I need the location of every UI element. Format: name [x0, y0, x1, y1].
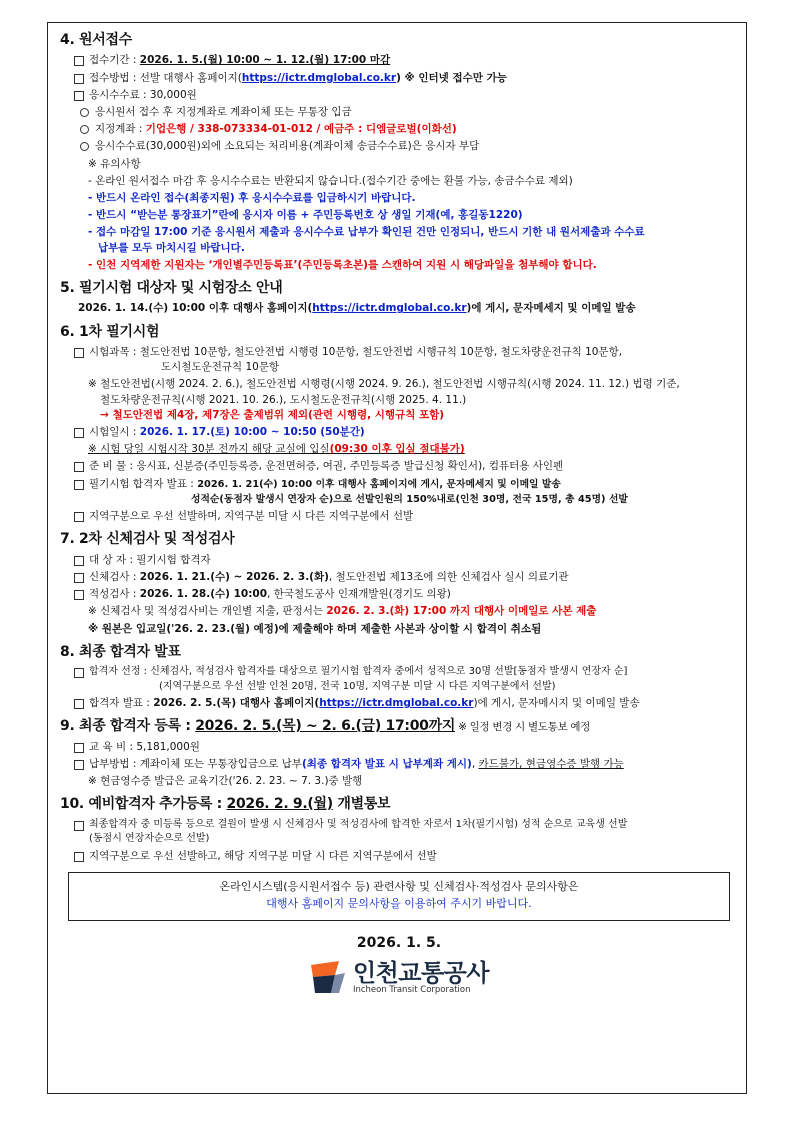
circle-bullet-icon — [80, 125, 89, 134]
checkbox-square-icon — [74, 480, 84, 490]
section-physical-aptitude — [60, 529, 738, 636]
document-date: 2026. 1. 5. — [356, 934, 442, 951]
checkbox-square-icon — [74, 462, 84, 472]
list-item: ※ 현금영수증 발급은 교육기간('26. 2. 23. ~ 7. 3.)중 발행 — [88, 775, 363, 787]
list-item: 준 비 물 : 응시표, 신분증(주민등록증, 운전면허증, 여권, 주민등록증 발급신청 확인서), 컴퓨터용 사인펜 — [74, 459, 738, 474]
section-written-exam-notice — [60, 278, 738, 317]
list-item: 교 육 비 : 5,181,000원 — [74, 740, 738, 755]
list-item: 응시원서 접수 후 지정계좌로 계좌이체 또는 무통장 입금 — [74, 105, 738, 120]
list-item: 응시수수료(30,000원)외에 소요되는 처리비용(계좌이체 송금수수료)은 응시자 부담 — [74, 139, 738, 154]
section-title: 7. 2차 신체검사 및 적성검사 — [60, 531, 235, 548]
bank-account: 기업은행 / 338-073334-01-012 / 예금주 : 디엠글로벌(이화선) — [145, 123, 457, 136]
checkbox-square-icon — [74, 556, 84, 566]
checkbox-square-icon — [74, 512, 84, 522]
list-item: ※ 신체검사 및 적성검사비는 개인별 지출, 판정서는 2026. 2. 3.(화) 17:00 까지 대행사 이메일로 사본 제출 — [88, 605, 597, 618]
checkbox-square-icon — [74, 74, 84, 84]
checkbox-square-icon — [74, 348, 84, 358]
list-item: 지정계좌 : 기업은행 / 338-073334-01-012 / 예금주 : 디엠글로벌(이화선) — [74, 122, 738, 137]
checkbox-square-icon — [74, 743, 84, 753]
section-registration — [60, 716, 738, 789]
checkbox-square-icon — [74, 91, 84, 101]
list-item: ※ 원본은 입교일('26. 2. 23.(월) 예정)에 제출해야 하며 제출한 사본과 상이할 시 합격이 취소됨 — [88, 622, 542, 635]
agency-link[interactable]: https://ictr.dmglobal.co.kr — [241, 71, 397, 84]
checkbox-square-icon — [74, 56, 84, 66]
circle-bullet-icon — [80, 108, 89, 117]
logo-english-name: Incheon Transit Corporation — [352, 985, 471, 996]
checkbox-square-icon — [74, 590, 84, 600]
checkbox-square-icon — [74, 668, 84, 678]
list-item: 접수방법 : 선발 대행사 홈페이지(https://ictr.dmglobal.co.kr) ※ 인터넷 접수만 가능 — [74, 71, 738, 86]
section-title: 10. 예비합격자 추가등록 : 2026. 2. 9.(월) 개별통보 — [60, 796, 391, 813]
document-page — [47, 22, 747, 1094]
checkbox-square-icon — [74, 428, 84, 438]
section-title: 8. 최종 합격자 발표 — [60, 643, 181, 660]
list-item: ※ 철도안전법(시행 2024. 2. 6.), 철도안전법 시행령(시행 2024. 9. 26.), 철도안전법 시행규칙(시행 2024. 11. 12.) 법령 기준, 철도차량운전규칙(시행 2021. 10. 26.), 도시철도운전규칙(시행 2025. 4. 11.) → 철도안전법 제4장, 제7장은 출제범위 제외(관련 시행령, 시행규칙 포함) — [88, 378, 680, 421]
application-period: 2026. 1. 5.(월) 10:00 ~ 1. 12.(월) 17:00 마감 — [139, 54, 391, 67]
list-item: 납부방법 : 계좌이체 또는 무통장입금으로 납부(최종 합격자 발표 시 납부계좌 게시), 카드불가, 현금영수증 발행 가능 — [74, 757, 738, 772]
list-item: 합격자 발표 : 2026. 2. 5.(목) 대행사 홈페이지(https://ictr.dmglobal.co.kr)에 게시, 문자메시지 및 이메일 발송 — [74, 696, 738, 711]
exam-date: 2026. 1. 17.(토) 10:00 ~ 10:50 (50분간) — [139, 426, 365, 439]
section-title: 6. 1차 필기시험 — [60, 323, 160, 340]
list-item: 지역구분으로 우선 선발하며, 지역구분 미달 시 다른 지역구분에서 선발 — [74, 509, 738, 524]
caution-item: - 반드시 온라인 접수(최종지원) 후 응시수수료를 입금하시기 바랍니다. — [88, 192, 416, 205]
section-application — [60, 30, 738, 273]
logo-korean-name: 인천교통공사 — [352, 959, 490, 988]
section-title: 5. 필기시험 대상자 및 시험장소 안내 — [60, 280, 283, 297]
list-item: 최종합격자 중 미등록 등으로 결원이 발생 시 신체검사 및 적성검사에 합격한 자로서 1차(필기시험) 성적 순으로 교육생 선발 (동점시 연장자순으로 선발) — [74, 818, 738, 847]
checkbox-square-icon — [74, 852, 84, 862]
inquiry-notice-box: 온라인시스템(응시원서접수 등) 관련사항 및 신체검사·적성검사 문의사항은 대행사 홈페이지 문의사항을 이용하여 주시기 바랍니다. — [68, 872, 730, 921]
list-item: 응시수수료 : 30,000원 — [74, 88, 738, 103]
checkbox-square-icon — [74, 699, 84, 709]
list-item: 합격자 선정 : 신체검사, 적성검사 합격자를 대상으로 필기시험 합격자 중에서 성적으로 30명 선발[동점자 발생시 연장자 순] (지역구분으로 우선 선발 인천 20명, 전국 10명, 지역구분 미달 시 다른 지역구분에서 선발) — [74, 665, 738, 694]
circle-bullet-icon — [80, 142, 89, 151]
caution-item: - 접수 마감일 17:00 기준 응시원서 제출과 응시수수료 납부가 확인된 건만 인정되니, 반드시 기한 내 원서제출과 수수료 납부를 모두 마치시길 바랍니다. — [88, 226, 645, 254]
caution-title: ※ 유의사항 — [88, 157, 141, 170]
section-title: 4. 원서접수 — [60, 32, 132, 48]
checkbox-square-icon — [74, 821, 84, 831]
list-item: 접수기간 : 2026. 1. 5.(월) 10:00 ~ 1. 12.(월) 17:00 마감 — [74, 53, 738, 68]
company-logo — [60, 961, 738, 995]
list-item: 적성검사 : 2026. 1. 28.(수) 10:00, 한국철도공사 인재개발원(경기도 의왕) — [74, 587, 738, 602]
checkbox-square-icon — [74, 573, 84, 583]
section-written-exam — [60, 322, 738, 525]
checkbox-square-icon — [74, 760, 84, 770]
caution-item: - 반드시 “받는분 통장표기”란에 응시자 이름 + 주민등록번호 상 생일 기재(예, 홍길동1220) — [88, 209, 523, 222]
caution-item: - 온라인 원서접수 마감 후 응시수수료는 반환되지 않습니다.(접수기간 중에는 환불 가능, 송금수수료 제외) — [88, 174, 573, 187]
list-item: 시험과목 : 철도안전법 10문항, 철도안전법 시행령 10문항, 철도안전법 시행규칙 10문항, 철도차량운전규칙 10문항, 도시철도운전규칙 10문항 — [74, 345, 738, 375]
section-final-announcement — [60, 642, 738, 712]
list-item: 2026. 1. 14.(수) 10:00 이후 대행사 홈페이지(https://ictr.dmglobal.co.kr)에 게시, 문자메세지 및 이메일 발송 — [78, 302, 636, 315]
agency-link[interactable]: https://ictr.dmglobal.co.kr — [312, 302, 467, 315]
section-reserve — [60, 794, 738, 864]
caution-item: - 인천 지역제한 지원자는 ‘개인별주민등록표’(주민등록초본)를 스캔하여 지원 시 해당파일을 첨부해야 합니다. — [88, 258, 597, 271]
section-title: 9. 최종 합격자 등록 : 2026. 2. 5.(목) ~ 2. 6.(금) 17:00까지 ※ 일정 변경 시 별도통보 예정 — [60, 718, 591, 735]
list-item: ※ 시험 당일 시험시작 30분 전까지 해당 교실에 입실(09:30 이후 입실 절대불가) — [88, 443, 465, 456]
list-item: 지역구분으로 우선 선발하고, 해당 지역구분 미달 시 다른 지역구분에서 선발 — [74, 849, 738, 864]
agency-link[interactable]: https://ictr.dmglobal.co.kr — [319, 697, 474, 710]
list-item: 신체검사 : 2026. 1. 21.(수) ~ 2026. 2. 3.(화), 철도안전법 제13조에 의한 신체검사 실시 의료기관 — [74, 570, 738, 585]
logo-mark-icon — [309, 961, 347, 995]
list-item: 대 상 자 : 필기시험 합격자 — [74, 553, 738, 568]
list-item: 시험일시 : 2026. 1. 17.(토) 10:00 ~ 10:50 (50분간) — [74, 425, 738, 440]
list-item: 필기시험 합격자 발표 : 2026. 1. 21(수) 10:00 이후 대행사 홈페이지에 게시, 문자메세지 및 이메일 발송 성적순(동점자 발생시 연장자 순)으로 선발인원의 150%내로(인천 30명, 전국 15명, 총 45명) 선발 — [74, 477, 738, 507]
